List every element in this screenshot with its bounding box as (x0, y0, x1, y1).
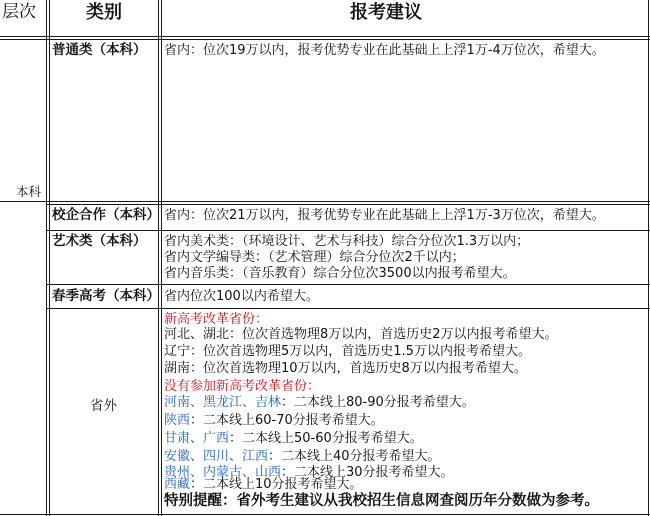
rule-putong-bottom (46, 201, 650, 202)
reform-line-1: 河北、湖北：位次首选物理8万以内，首选历史2万以内报考希望大。 (164, 327, 558, 342)
nonreform-title: 没有参加新高考改革省份： (164, 379, 321, 394)
category-chunji: 春季高考（本科） (52, 288, 160, 304)
rule-yishu-bottom (46, 284, 650, 285)
score-text-5: ：二本线上30分报考希望大。 (281, 465, 454, 480)
score-text-2: ：二本线上60-70分报考希望大。 (190, 413, 384, 428)
rule-xiaoqi-bottom (46, 230, 650, 231)
score-text-6: ：二本线上10分报考希望大。 (190, 477, 363, 492)
category-shengwai: 省外 (90, 398, 117, 414)
rule-col2-right (158, 0, 159, 516)
score-text-1: ：二本线上80-90分报考希望大。 (281, 395, 475, 410)
header-level: 层次 (2, 2, 36, 22)
nonreform-line-2 (164, 414, 384, 427)
rule-putong-bottom-inner (46, 204, 650, 205)
category-xiaoqi: 校企合作（本科） (52, 207, 160, 223)
level-benke: 本科 (16, 184, 42, 199)
advice-yishu-line1: 省内美术类：（环境设计、艺术与科技）综合分位次1.3万以内； (164, 234, 530, 249)
nonreform-line-4 (164, 450, 441, 463)
category-yishu: 艺术类（本科） (52, 233, 147, 249)
score-text-3: ：二本线上50-60分报考希望大。 (229, 431, 423, 446)
nonreform-line-1 (164, 396, 475, 409)
advice-chunji: 省内位次100以内希望大。 (164, 289, 319, 304)
rule-header-bottom-inner (0, 39, 650, 40)
advice-putong: 省内：位次19万以内，报考优势专业在此基础上上浮1万-4万位次，希望大。 (164, 43, 605, 58)
rule-table-right (648, 0, 649, 516)
nonreform-line-3 (164, 432, 423, 445)
province-group-4: 安徽、四川、江西 (164, 449, 269, 464)
nonreform-line-6 (164, 478, 363, 491)
special-reminder: 特别提醒：省外考生建议从我校招生信息网查阅历年分数做为参考。 (164, 493, 599, 509)
rule-header-bottom (0, 36, 650, 37)
rule-benke-bottom (0, 201, 46, 202)
header-advice: 报考建议 (350, 2, 422, 23)
advice-yishu-line2: 省内文学编导类：（艺术管理）综合分位次2千以内； (164, 250, 465, 265)
rule-col1-right-inner (49, 0, 50, 516)
province-group-1: 河南、黑龙江、吉林 (164, 395, 282, 410)
reform-line-3: 湖南：位次首选物理10万以内，首选历史8万以内报考希望大。 (164, 361, 527, 376)
province-group-5: 贵州、内蒙古、山西 (164, 465, 282, 480)
reform-title: 新高考改革省份： (164, 312, 269, 327)
rule-col1-right (46, 0, 47, 516)
reform-line-2: 辽宁：位次首选物理5万以内，首选历史1.5万以内报考希望大。 (164, 344, 531, 359)
advice-yishu-line3: 省内音乐类：（音乐教育）综合分位次3500以内报考希望大。 (164, 266, 516, 281)
province-group-2: 陕西 (164, 413, 191, 428)
score-text-4: ：二本线上40分报考希望大。 (268, 449, 441, 464)
advice-xiaoqi: 省内：位次21万以内，报考优势专业在此基础上上浮1万-3万位次，希望大。 (164, 208, 605, 223)
province-group-6: 西藏 (164, 477, 191, 492)
province-group-3: 甘肃、广西 (164, 431, 230, 446)
category-putong: 普通类（本科） (52, 42, 147, 58)
rule-chunji-bottom (46, 308, 650, 309)
rule-table-bottom (0, 514, 650, 515)
rule-col2-right-inner (161, 0, 162, 516)
header-category: 类别 (86, 2, 122, 23)
